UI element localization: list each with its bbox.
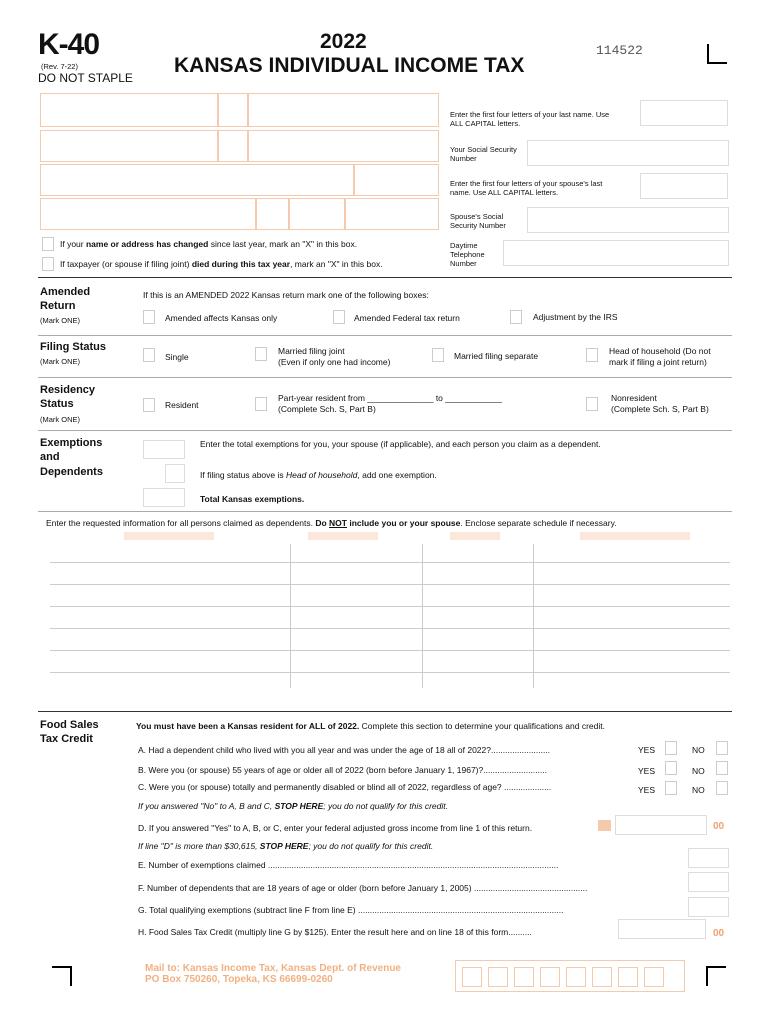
barcode-cell: [592, 967, 612, 987]
phone-field[interactable]: [503, 240, 729, 266]
page-title: KANSAS INDIVIDUAL INCOME TAX: [174, 54, 525, 77]
form-code: 114522: [596, 43, 643, 58]
column-divider: [290, 544, 291, 688]
residency-label: Residency Status: [40, 384, 96, 411]
first-name-field[interactable]: [40, 93, 218, 127]
part-year-label: Part-year resident from ______________ to ____________ (Complete Sch. S, Part B): [278, 393, 503, 414]
resident-checkbox[interactable]: [143, 398, 155, 412]
name-changed-text: If your name or address has changed since last year, mark an "X" in this box.: [60, 239, 358, 249]
last-name-instruction: Enter the first four letters of your last name. Use ALL CAPITAL letters.: [450, 110, 610, 128]
food-line-h: H. Food Sales Tax Credit (multiply line G by $125). Enter the result here and on line 18 of this form..........: [138, 927, 532, 937]
divider: [38, 711, 732, 712]
minus-sign-icon: [598, 820, 611, 831]
divider: [38, 430, 732, 431]
food-line-g: G. Total qualifying exemptions (subtract line F from line E) .......................................................................................: [138, 905, 564, 915]
food-line-f: F. Number of dependents that are 18 years of age or older (born before January 1, 2005) ................................................: [138, 883, 588, 893]
barcode-cell: [488, 967, 508, 987]
exemptions-label: Exemptions and Dependents: [40, 437, 103, 478]
part-year-checkbox[interactable]: [255, 397, 267, 411]
tax-year: 2022: [320, 30, 367, 53]
spouse-initial-field[interactable]: [218, 130, 248, 162]
yes-label: YES: [638, 766, 656, 776]
line-d-cents: 00: [713, 821, 725, 832]
food-intro: You must have been a Kansas resident for ALL of 2022. Complete this section to determine your qualifications and credit.: [136, 721, 605, 731]
dependents-dob-header: [450, 532, 500, 540]
yes-label: YES: [638, 785, 656, 795]
no-label: NO: [692, 785, 705, 795]
line-h-credit-field[interactable]: [618, 919, 706, 939]
total-exemptions-field[interactable]: [143, 488, 185, 507]
head-of-household-checkbox[interactable]: [586, 348, 598, 362]
resident-label: Resident: [165, 400, 199, 410]
phone-label: Daytime Telephone Number: [450, 241, 485, 268]
married-separate-checkbox[interactable]: [432, 348, 444, 362]
barcode-cell: [618, 967, 638, 987]
form-rev: (Rev. 7-22): [41, 62, 78, 71]
last-name-letters-field[interactable]: [640, 100, 728, 126]
food-line-d: D. If you answered "Yes" to A, B, or C, enter your federal adjusted gross income from line 1 of this return.: [138, 823, 533, 833]
state-field[interactable]: [256, 198, 289, 230]
food-sales-label: Food Sales Tax Credit: [40, 719, 99, 746]
filing-mark-one: (Mark ONE): [40, 357, 80, 366]
barcode-cell: [644, 967, 664, 987]
column-divider: [533, 544, 534, 688]
dependents-relationship-header: [308, 532, 378, 540]
deceased-text: If taxpayer (or spouse if filing joint) died during this tax year, mark an "X" in this box.: [60, 259, 383, 269]
mailing-address: Mail to: Kansas Income Tax, Kansas Dept. of Revenue PO Box 750260, Topeka, KS 66699-0260: [145, 963, 401, 985]
irs-adjustment-label: Adjustment by the IRS: [533, 312, 618, 322]
no-label: NO: [692, 745, 705, 755]
zip-field[interactable]: [289, 198, 345, 230]
deceased-checkbox[interactable]: [42, 257, 54, 271]
county-field[interactable]: [345, 198, 439, 230]
column-divider: [422, 544, 423, 688]
divider: [38, 335, 732, 336]
table-row: [50, 672, 730, 673]
hoh-exemption-field[interactable]: [165, 464, 185, 483]
amended-label: Amended Return: [40, 286, 91, 313]
total-exemptions-label: Total Kansas exemptions.: [200, 494, 305, 504]
line-c-yes-checkbox[interactable]: [665, 781, 677, 795]
dependents-ssn-header: [580, 532, 690, 540]
dependents-table[interactable]: [50, 532, 730, 692]
staple-notice: DO NOT STAPLE: [38, 71, 133, 85]
married-joint-checkbox[interactable]: [255, 347, 267, 361]
ssn-label: Your Social Security Number: [450, 145, 517, 163]
line-f-field[interactable]: [688, 872, 729, 892]
stop-here-note-1: If you answered "No" to A, B and C, STOP HERE; you do not qualify for this credit.: [138, 801, 448, 811]
head-of-household-label: Head of household (Do not mark if filing a joint return): [609, 346, 711, 367]
irs-adjustment-checkbox[interactable]: [510, 310, 522, 324]
apt-number-field[interactable]: [354, 164, 439, 196]
divider: [38, 511, 732, 512]
amended-federal-label: Amended Federal tax return: [354, 313, 460, 323]
line-b-yes-checkbox[interactable]: [665, 761, 677, 775]
exemptions-count-field[interactable]: [143, 440, 185, 459]
single-label: Single: [165, 352, 189, 362]
table-row: [50, 650, 730, 651]
hoh-exemption-text: If filing status above is Head of household, add one exemption.: [200, 470, 437, 480]
mailing-address-field[interactable]: [40, 164, 354, 196]
barcode-cell: [540, 967, 560, 987]
yes-label: YES: [638, 745, 656, 755]
single-checkbox[interactable]: [143, 348, 155, 362]
line-c-no-checkbox[interactable]: [716, 781, 728, 795]
food-line-c: C. Were you (or spouse) totally and permanently disabled or blind all of 2022, regardless of age? ....................: [138, 782, 552, 792]
married-joint-label: Married filing joint (Even if only one had income): [278, 346, 391, 367]
spouse-last-name-instruction: Enter the first four letters of your spouse's last name. Use ALL CAPITAL letters.: [450, 179, 603, 197]
spouse-first-name-field[interactable]: [40, 130, 218, 162]
dependents-name-header: [124, 532, 214, 540]
nonresident-label: Nonresident (Complete Sch. S, Part B): [611, 393, 709, 414]
stop-here-note-2: If line "D" is more than $30,615, STOP HERE; you do not qualify for this credit.: [138, 841, 434, 851]
line-e-field[interactable]: [688, 848, 729, 868]
food-line-b: B. Were you (or spouse) 55 years of age or older all of 2022 (born before January 1, 1967)?...........................: [138, 765, 548, 775]
barcode-box: [455, 960, 685, 992]
table-row: [50, 606, 730, 607]
nonresident-checkbox[interactable]: [586, 397, 598, 411]
spouse-ssn-label: Spouse's Social Security Number: [450, 212, 506, 230]
corner-mark-bl: [52, 966, 72, 986]
form-id: K-40: [38, 28, 100, 61]
barcode-cell: [566, 967, 586, 987]
amended-intro: If this is an AMENDED 2022 Kansas return mark one of the following boxes:: [143, 290, 429, 300]
divider: [38, 377, 732, 378]
amended-federal-checkbox[interactable]: [333, 310, 345, 324]
table-row: [50, 628, 730, 629]
food-line-e: E. Number of exemptions claimed ...........................................................................................................................: [138, 860, 559, 870]
barcode-cell: [462, 967, 482, 987]
line-a-no-checkbox[interactable]: [716, 741, 728, 755]
spouse-last-name-letters-field[interactable]: [640, 173, 728, 199]
filing-status-label: Filing Status: [40, 341, 106, 353]
corner-mark-br: [706, 966, 726, 986]
line-a-yes-checkbox[interactable]: [665, 741, 677, 755]
line-h-cents: 00: [713, 928, 725, 939]
no-label: NO: [692, 766, 705, 776]
exemptions-instruction: Enter the total exemptions for you, your spouse (if applicable), and each person you claim as a dependent.: [200, 439, 601, 449]
amended-kansas-checkbox[interactable]: [143, 310, 155, 324]
amended-kansas-label: Amended affects Kansas only: [165, 313, 278, 323]
line-d-agi-field[interactable]: [615, 815, 707, 835]
table-row: [50, 562, 730, 563]
ssn-field[interactable]: [527, 140, 729, 166]
name-changed-checkbox[interactable]: [42, 237, 54, 251]
last-name-field[interactable]: [248, 93, 439, 127]
spouse-last-name-field[interactable]: [248, 130, 439, 162]
food-line-a: A. Had a dependent child who lived with you all year and was under the age of 18 all of 2022?.........................: [138, 745, 551, 755]
amended-mark-one: (Mark ONE): [40, 316, 80, 325]
dependents-intro: Enter the requested information for all persons claimed as dependents. Do NOT include you or your spouse. Enclose separate schedule if necessary.: [46, 518, 617, 528]
spouse-ssn-field[interactable]: [527, 207, 729, 233]
line-b-no-checkbox[interactable]: [716, 761, 728, 775]
residency-mark-one: (Mark ONE): [40, 415, 80, 424]
initial-field[interactable]: [218, 93, 248, 127]
married-separate-label: Married filing separate: [454, 351, 539, 361]
divider: [38, 277, 732, 278]
line-g-field[interactable]: [688, 897, 729, 917]
barcode-cell: [514, 967, 534, 987]
corner-mark-tr: [707, 44, 727, 64]
city-field[interactable]: [40, 198, 256, 230]
table-row: [50, 584, 730, 585]
